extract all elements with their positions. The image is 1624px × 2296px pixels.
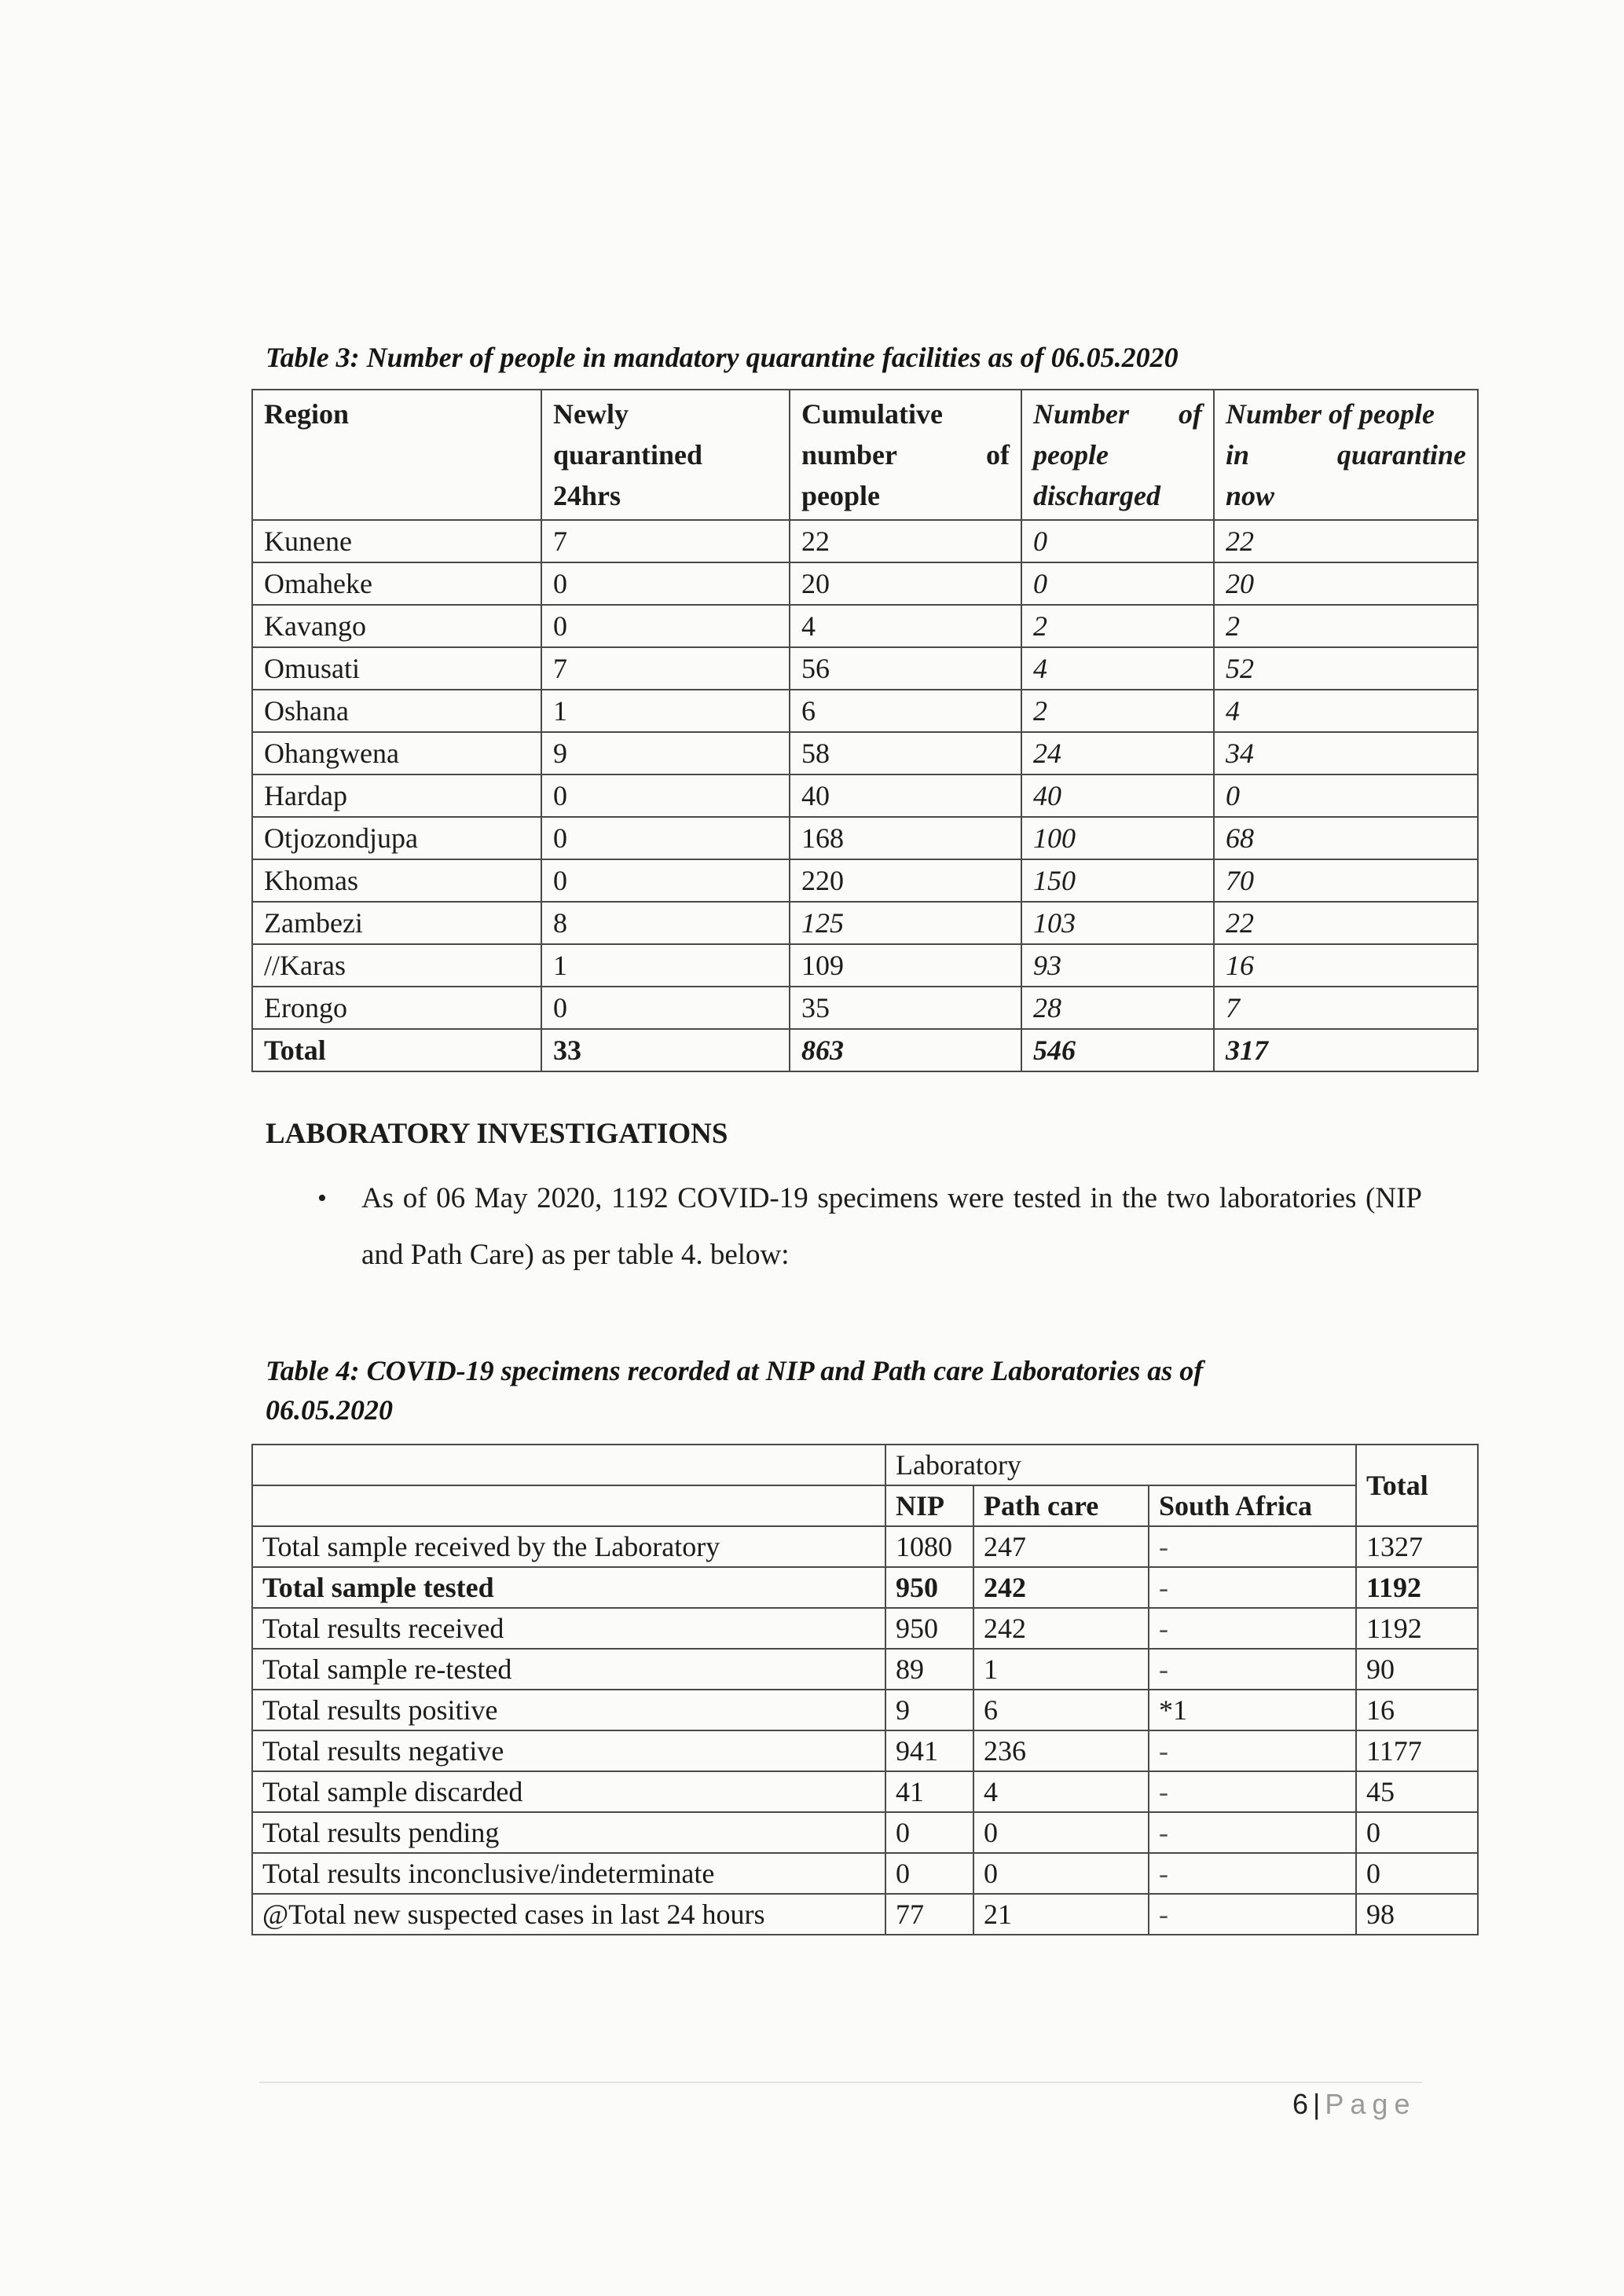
header-text: Number of [1033,398,1202,430]
table-row [252,1730,1478,1771]
path-care-cell: 0 [973,1812,1149,1853]
lab-specimens-table [251,1444,1479,1935]
south-africa-cell: - [1149,1526,1356,1567]
header-text: people [1033,439,1109,471]
south-africa-cell: - [1149,1812,1356,1853]
discharged-cell: 2 [1021,605,1214,647]
nip-cell: 0 [885,1853,973,1894]
region-cell: Hardap [252,774,541,817]
total-label: Total [252,1029,541,1071]
newly-cell: 0 [541,859,790,902]
south-africa-cell: *1 [1149,1690,1356,1730]
region-cell: Zambezi [252,902,541,944]
now-cell: 0 [1214,774,1478,817]
header-laboratory: Laboratory [885,1445,1356,1485]
header-text: Newly [553,398,629,430]
path-care-cell: 1 [973,1649,1149,1690]
table-row [252,1526,1478,1567]
cumulative-cell: 125 [790,902,1021,944]
bullet-item [317,1170,1422,1283]
row-label: Total sample discarded [252,1771,885,1812]
now-cell: 22 [1214,520,1478,562]
south-africa-cell: - [1149,1649,1356,1690]
bullet-icon: • [317,1184,327,1213]
region-cell: Omaheke [252,562,541,605]
path-care-cell: 236 [973,1730,1149,1771]
now-cell: 68 [1214,817,1478,859]
table-row [252,1771,1478,1812]
region-cell: Omusati [252,647,541,690]
nip-cell: 950 [885,1567,973,1608]
now-cell: 7 [1214,987,1478,1029]
south-africa-cell: - [1149,1567,1356,1608]
region-cell: //Karas [252,944,541,987]
header-newly-quarantined [541,390,790,520]
region-cell: Otjozondjupa [252,817,541,859]
table-row [252,774,1478,817]
table-row [252,732,1478,774]
cumulative-cell: 22 [790,520,1021,562]
header-text: quarantined [553,439,703,471]
header-text: Number of people [1226,398,1435,430]
nip-cell: 1080 [885,1526,973,1567]
region-cell: Khomas [252,859,541,902]
header-path-care: Path care [973,1485,1149,1526]
header-discharged [1021,390,1214,520]
newly-cell: 0 [541,605,790,647]
total-cumulative: 863 [790,1029,1021,1071]
total-cell: 1177 [1356,1730,1478,1771]
total-row [252,1029,1478,1071]
now-cell: 20 [1214,562,1478,605]
table-subheader-row [252,1485,1478,1526]
table-row [252,1608,1478,1649]
header-text: discharged [1033,480,1160,511]
south-africa-cell: - [1149,1608,1356,1649]
path-care-cell: 0 [973,1853,1149,1894]
path-care-cell: 242 [973,1608,1149,1649]
total-cell: 1192 [1356,1608,1478,1649]
discharged-cell: 150 [1021,859,1214,902]
now-cell: 16 [1214,944,1478,987]
table-row [252,690,1478,732]
bullet-text: As of 06 May 2020, 1192 COVID-19 specimens were tested in the two laboratories (NIP and Path Care) as per table 4. below: [361,1182,1422,1271]
quarantine-table [251,389,1479,1072]
south-africa-cell: - [1149,1894,1356,1935]
header-total: Total [1356,1445,1478,1526]
header-text: now [1226,480,1275,511]
table-row [252,859,1478,902]
cumulative-cell: 109 [790,944,1021,987]
path-care-cell: 247 [973,1526,1149,1567]
discharged-cell: 100 [1021,817,1214,859]
empty-header-cell [252,1445,885,1485]
region-cell: Oshana [252,690,541,732]
total-cell: 0 [1356,1812,1478,1853]
row-label: Total results pending [252,1812,885,1853]
discharged-cell: 40 [1021,774,1214,817]
discharged-cell: 28 [1021,987,1214,1029]
table-header-row [252,1445,1478,1485]
total-cell: 90 [1356,1649,1478,1690]
row-label: Total results inconclusive/indeterminate [252,1853,885,1894]
newly-cell: 7 [541,520,790,562]
discharged-cell: 93 [1021,944,1214,987]
row-label: @Total new suspected cases in last 24 hours [252,1894,885,1935]
path-care-cell: 4 [973,1771,1149,1812]
cumulative-cell: 35 [790,987,1021,1029]
total-now: 317 [1214,1029,1478,1071]
nip-cell: 77 [885,1894,973,1935]
table-row [252,902,1478,944]
table-row [252,1649,1478,1690]
region-cell: Kunene [252,520,541,562]
cumulative-cell: 56 [790,647,1021,690]
table-row [252,987,1478,1029]
newly-cell: 7 [541,647,790,690]
cumulative-cell: 58 [790,732,1021,774]
now-cell: 2 [1214,605,1478,647]
header-in-quarantine-now [1214,390,1478,520]
page-number [1292,2088,1416,2121]
now-cell: 22 [1214,902,1478,944]
total-discharged: 546 [1021,1029,1214,1071]
nip-cell: 41 [885,1771,973,1812]
footer-divider [259,2082,1422,2083]
table-row [252,562,1478,605]
table-row [252,1567,1478,1608]
now-cell: 34 [1214,732,1478,774]
header-nip: NIP [885,1485,973,1526]
table-row [252,817,1478,859]
table-row [252,605,1478,647]
newly-cell: 0 [541,562,790,605]
header-south-africa: South Africa [1149,1485,1356,1526]
cumulative-cell: 40 [790,774,1021,817]
header-text: Region [264,398,349,430]
section-heading: LABORATORY INVESTIGATIONS [266,1118,728,1150]
row-label: Total sample tested [252,1567,885,1608]
total-cell: 16 [1356,1690,1478,1730]
south-africa-cell: - [1149,1771,1356,1812]
newly-cell: 1 [541,944,790,987]
row-label: Total results negative [252,1730,885,1771]
discharged-cell: 2 [1021,690,1214,732]
south-africa-cell: - [1149,1730,1356,1771]
now-cell: 52 [1214,647,1478,690]
header-cumulative [790,390,1021,520]
header-text: Cumulative [801,398,943,430]
page-separator: | [1313,2088,1321,2120]
nip-cell: 89 [885,1649,973,1690]
nip-cell: 0 [885,1812,973,1853]
newly-cell: 9 [541,732,790,774]
path-care-cell: 6 [973,1690,1149,1730]
newly-cell: 8 [541,902,790,944]
total-cell: 0 [1356,1853,1478,1894]
south-africa-cell: - [1149,1853,1356,1894]
discharged-cell: 103 [1021,902,1214,944]
header-region [252,390,541,520]
nip-cell: 950 [885,1608,973,1649]
region-cell: Kavango [252,605,541,647]
discharged-cell: 0 [1021,520,1214,562]
table-row [252,1853,1478,1894]
table-row [252,520,1478,562]
table4-caption [266,1351,1203,1430]
table-row [252,1894,1478,1935]
cumulative-cell: 4 [790,605,1021,647]
caption-line: 06.05.2020 [266,1394,393,1426]
total-cell: 98 [1356,1894,1478,1935]
row-label: Total results received [252,1608,885,1649]
now-cell: 4 [1214,690,1478,732]
path-care-cell: 242 [973,1567,1149,1608]
nip-cell: 9 [885,1690,973,1730]
table-row [252,1690,1478,1730]
header-text: people [801,480,881,511]
newly-cell: 0 [541,987,790,1029]
table-row [252,647,1478,690]
page-number-value: 6 [1292,2088,1309,2120]
nip-cell: 941 [885,1730,973,1771]
newly-cell: 0 [541,817,790,859]
header-text: 24hrs [553,480,621,511]
cumulative-cell: 20 [790,562,1021,605]
cumulative-cell: 168 [790,817,1021,859]
row-label: Total results positive [252,1690,885,1730]
table-row [252,944,1478,987]
region-cell: Erongo [252,987,541,1029]
cumulative-cell: 220 [790,859,1021,902]
discharged-cell: 0 [1021,562,1214,605]
total-cell: 1192 [1356,1567,1478,1608]
row-label: Total sample re-tested [252,1649,885,1690]
table-row [252,1812,1478,1853]
page-label: Page [1325,2088,1417,2120]
empty-header-cell [252,1485,885,1526]
path-care-cell: 21 [973,1894,1149,1935]
header-text: number of [801,439,1010,471]
total-cell: 1327 [1356,1526,1478,1567]
cumulative-cell: 6 [790,690,1021,732]
table-header-row [252,390,1478,520]
newly-cell: 1 [541,690,790,732]
discharged-cell: 4 [1021,647,1214,690]
region-cell: Ohangwena [252,732,541,774]
row-label: Total sample received by the Laboratory [252,1526,885,1567]
newly-cell: 0 [541,774,790,817]
now-cell: 70 [1214,859,1478,902]
total-cell: 45 [1356,1771,1478,1812]
header-text: in quarantine [1226,439,1466,471]
discharged-cell: 24 [1021,732,1214,774]
caption-line: Table 4: COVID-19 specimens recorded at NIP and Path care Laboratories as of [266,1355,1204,1386]
total-newly: 33 [541,1029,790,1071]
table3-caption: Table 3: Number of people in mandatory quarantine facilities as of 06.05.2020 [266,342,1179,373]
